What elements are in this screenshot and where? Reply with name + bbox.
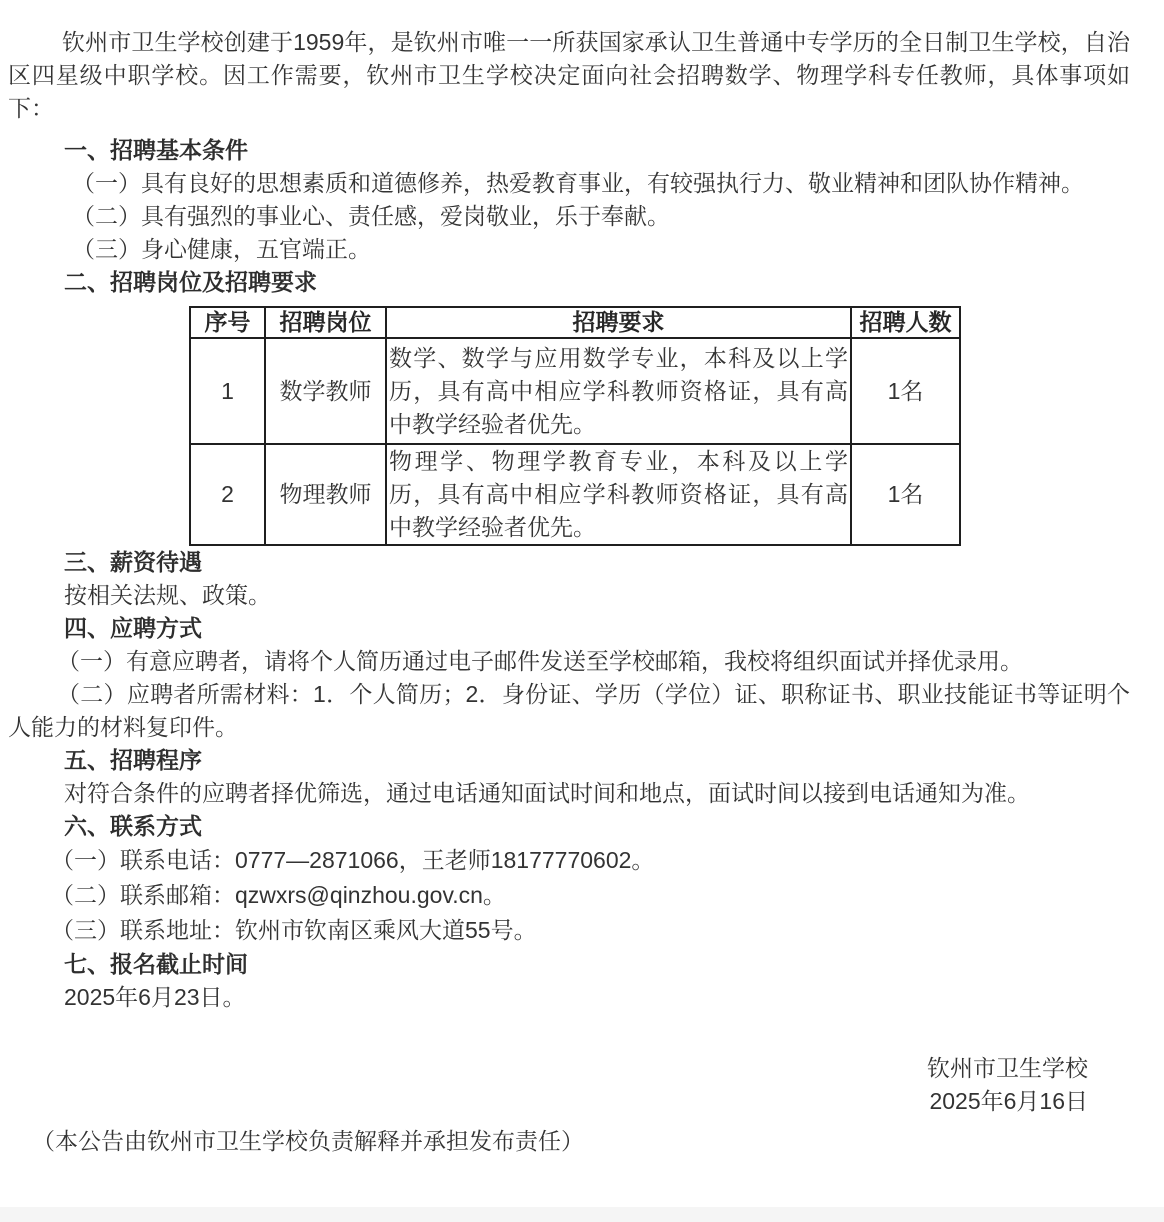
table-row (190, 338, 960, 444)
table-row (190, 444, 960, 545)
apply-method-item-1: （一）有意应聘者，请将个人简历通过电子邮件发送至学校邮箱，我校将组织面试并择优录用。 (57, 648, 1023, 674)
page-bottom-strip (0, 1207, 1164, 1222)
cell-count: 1名 (851, 338, 960, 444)
positions-table (189, 306, 961, 546)
section-3-heading: 三、薪资待遇 (64, 549, 202, 575)
cell-position: 数学教师 (265, 338, 386, 444)
apply-method-item-2: （二）应聘者所需材料：1．个人简历；2．身份证、学历（学位）证、职称证书、职业技能证书等证明个人能力的材料复印件。 (8, 681, 1130, 740)
signature-date: 2025年6月16日 (929, 1088, 1088, 1114)
contact-address: （三）联系地址：钦州市钦南区乘风大道55号。 (51, 917, 537, 943)
section-1-heading: 一、招聘基本条件 (64, 137, 248, 163)
salary-body: 按相关法规、政策。 (64, 582, 271, 608)
intro-paragraph: 钦州市卫生学校创建于1959年，是钦州市唯一一所获国家承认卫生普通中专学历的全日制卫生学校，自治区四星级中职学校。因工作需要，钦州市卫生学校决定面向社会招聘数学、物理学科专任教师，具体事项如下： (8, 29, 1130, 121)
basic-condition-item-1: （一）具有良好的思想素质和道德修养，热爱教育事业，有较强执行力、敬业精神和团队协作精神。 (72, 170, 1084, 196)
section-7-heading: 七、报名截止时间 (64, 951, 248, 977)
signature-block (8, 1052, 1130, 1118)
procedure-body: 对符合条件的应聘者择优筛选，通过电话通知面试时间和地点，面试时间以接到电话通知为准。 (64, 780, 1030, 806)
cell-seq: 2 (190, 444, 265, 545)
signature-org: 钦州市卫生学校 (927, 1055, 1088, 1081)
basic-condition-item-2: （二）具有强烈的事业心、责任感，爱岗敬业，乐于奉献。 (72, 203, 670, 229)
section-2-heading: 二、招聘岗位及招聘要求 (64, 269, 317, 295)
contact-phone: （一）联系电话：0777—2871066，王老师18177770602。 (51, 847, 655, 873)
header-requirements: 招聘要求 (386, 307, 851, 338)
cell-seq: 1 (190, 338, 265, 444)
header-count: 招聘人数 (851, 307, 960, 338)
disclaimer-note: （本公告由钦州市卫生学校负责解释并承担发布责任） (32, 1128, 584, 1154)
basic-condition-item-3: （三）身心健康，五官端正。 (72, 236, 371, 262)
cell-requirements: 物理学、物理学教育专业，本科及以上学历，具有高中相应学科教师资格证，具有高中教学经验者优先。 (386, 444, 851, 545)
table-header-row (190, 307, 960, 338)
deadline-date: 2025年6月23日。 (64, 984, 246, 1010)
header-position: 招聘岗位 (265, 307, 386, 338)
section-4-heading: 四、应聘方式 (64, 615, 202, 641)
cell-requirements: 数学、数学与应用数学专业，本科及以上学历，具有高中相应学科教师资格证，具有高中教学经验者优先。 (386, 338, 851, 444)
contact-email: （二）联系邮箱：qzwxrs@qinzhou.gov.cn。 (51, 882, 506, 908)
section-5-heading: 五、招聘程序 (64, 747, 202, 773)
header-seq: 序号 (190, 307, 265, 338)
cell-count: 1名 (851, 444, 960, 545)
cell-position: 物理教师 (265, 444, 386, 545)
section-6-heading: 六、联系方式 (64, 813, 202, 839)
